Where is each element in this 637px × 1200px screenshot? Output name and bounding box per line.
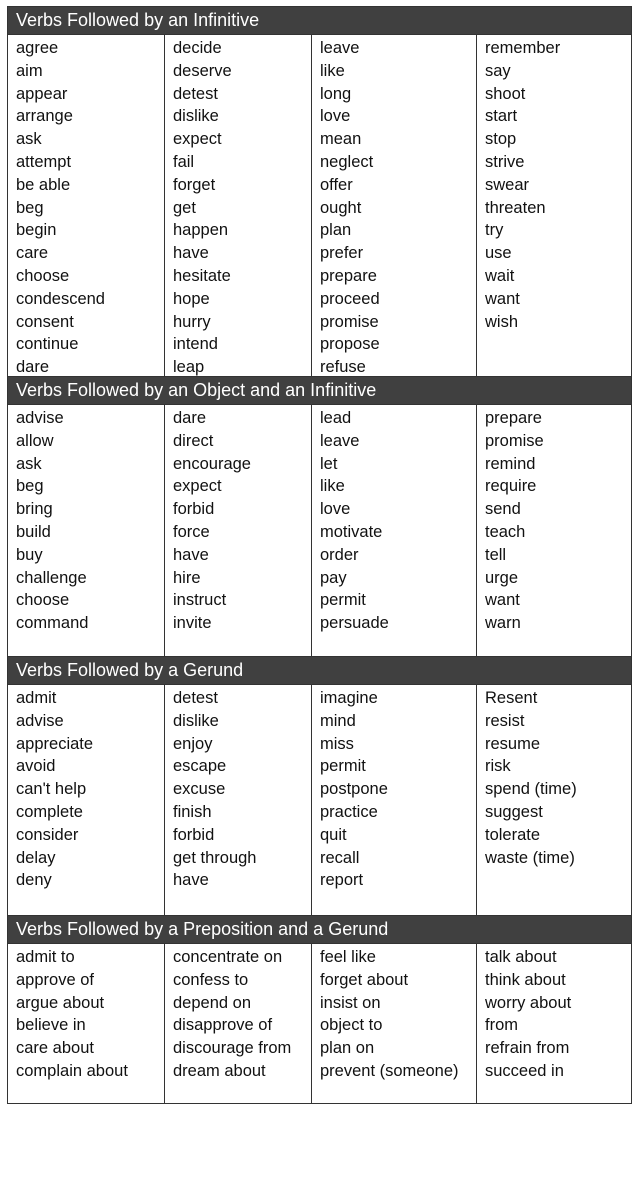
verb-item: admit bbox=[16, 689, 57, 707]
verb-item: appear bbox=[16, 84, 68, 103]
verb-item: offer bbox=[320, 175, 353, 194]
section-header-preposition-gerund: Verbs Followed by a Preposition and a Gerund bbox=[8, 915, 631, 943]
verb-item: miss bbox=[320, 734, 354, 753]
verb-item: tell bbox=[485, 545, 507, 564]
section-header-gerund: Verbs Followed by a Gerund bbox=[8, 656, 631, 684]
verb-item: dream about bbox=[173, 1061, 266, 1080]
verb-item: dare bbox=[16, 358, 50, 377]
verb-item: challenge bbox=[16, 568, 87, 587]
verb-column bbox=[8, 685, 164, 915]
verb-item: proceed bbox=[320, 289, 380, 308]
verb-item: succeed in bbox=[485, 1061, 564, 1080]
verb-item: worry about bbox=[485, 993, 572, 1012]
verb-item: be able bbox=[16, 175, 71, 194]
verb-item: pay bbox=[320, 568, 347, 587]
verb-item: fail bbox=[173, 152, 195, 171]
verb-item: Resent bbox=[485, 689, 538, 707]
verb-item: forget about bbox=[320, 970, 409, 989]
verb-item: leap bbox=[173, 358, 205, 377]
verb-item: let bbox=[320, 454, 338, 473]
verb-item: dare bbox=[173, 409, 207, 427]
verb-item: consent bbox=[16, 312, 74, 331]
verb-item: bring bbox=[16, 500, 53, 519]
verb-item: suggest bbox=[485, 802, 543, 821]
verb-item: from bbox=[485, 1016, 518, 1035]
verb-item: hire bbox=[173, 568, 201, 587]
verb-column bbox=[476, 944, 629, 1103]
verb-item: choose bbox=[16, 591, 70, 610]
verb-column bbox=[164, 944, 311, 1103]
verb-item: shoot bbox=[485, 84, 526, 103]
verb-column bbox=[311, 685, 476, 915]
verb-item: instruct bbox=[173, 591, 227, 610]
verb-item: plan on bbox=[320, 1039, 375, 1058]
verb-item: leave bbox=[320, 431, 360, 450]
verb-item: beg bbox=[16, 198, 44, 217]
verb-item: permit bbox=[320, 757, 366, 776]
verb-item: complain about bbox=[16, 1061, 128, 1080]
verb-table bbox=[7, 6, 632, 1104]
verb-item: approve of bbox=[16, 970, 94, 989]
verb-item: forbid bbox=[173, 500, 215, 519]
verb-item: want bbox=[485, 289, 520, 308]
verb-item: refuse bbox=[320, 358, 366, 377]
verb-item: allow bbox=[16, 431, 54, 450]
verb-item: argue about bbox=[16, 993, 105, 1012]
verb-item: arrange bbox=[16, 107, 73, 126]
verb-item: have bbox=[173, 871, 209, 890]
verb-item: confess to bbox=[173, 970, 249, 989]
verb-item: excuse bbox=[173, 780, 226, 799]
verb-item: promise bbox=[320, 312, 379, 331]
verb-item: decide bbox=[173, 39, 222, 57]
verb-column bbox=[8, 944, 164, 1103]
verb-item: get bbox=[173, 198, 196, 217]
section-body-gerund bbox=[8, 684, 631, 915]
verb-item: stop bbox=[485, 130, 517, 149]
verb-item: enjoy bbox=[173, 734, 213, 753]
verb-item: lead bbox=[320, 409, 352, 427]
verb-item: start bbox=[485, 107, 518, 126]
verb-item: warn bbox=[485, 614, 521, 633]
verb-item: imagine bbox=[320, 689, 378, 707]
section-body-object-infinitive bbox=[8, 404, 631, 656]
verb-item: escape bbox=[173, 757, 227, 776]
verb-item: mind bbox=[320, 711, 356, 730]
verb-item: choose bbox=[16, 266, 70, 285]
verb-item: report bbox=[320, 871, 364, 890]
verb-item: permit bbox=[320, 591, 366, 610]
verb-item: like bbox=[320, 477, 345, 496]
verb-item: love bbox=[320, 107, 351, 126]
verb-column bbox=[476, 405, 629, 656]
verb-item: long bbox=[320, 84, 352, 103]
verb-item: begin bbox=[16, 221, 57, 240]
verb-item: mean bbox=[320, 130, 362, 149]
verb-item: try bbox=[485, 221, 504, 240]
verb-item: intend bbox=[173, 335, 218, 354]
verb-item: have bbox=[173, 244, 209, 263]
verb-item: practice bbox=[320, 802, 378, 821]
verb-item: forget bbox=[173, 175, 216, 194]
verb-item: encourage bbox=[173, 454, 251, 473]
verb-item: force bbox=[173, 522, 210, 541]
verb-item: motivate bbox=[320, 522, 383, 541]
verb-item: deserve bbox=[173, 61, 232, 80]
section-header-infinitive: Verbs Followed by an Infinitive bbox=[8, 6, 631, 34]
verb-item: strive bbox=[485, 152, 525, 171]
verb-item: can't help bbox=[16, 780, 87, 799]
verb-item: remember bbox=[485, 39, 561, 57]
verb-column bbox=[164, 405, 311, 656]
verb-item: talk about bbox=[485, 948, 557, 966]
verb-item: continue bbox=[16, 335, 79, 354]
verb-item: command bbox=[16, 614, 89, 633]
verb-item: have bbox=[173, 545, 209, 564]
verb-item: prepare bbox=[485, 409, 542, 427]
verb-item: expect bbox=[173, 130, 222, 149]
verb-item: disapprove of bbox=[173, 1016, 273, 1035]
verb-column bbox=[476, 685, 629, 915]
verb-item: direct bbox=[173, 431, 214, 450]
verb-item: postpone bbox=[320, 780, 388, 799]
verb-column bbox=[164, 35, 311, 376]
verb-item: advise bbox=[16, 711, 64, 730]
verb-item: tolerate bbox=[485, 825, 541, 844]
verb-item: dislike bbox=[173, 711, 219, 730]
verb-item: aim bbox=[16, 61, 43, 80]
verb-column bbox=[8, 405, 164, 656]
verb-item: insist on bbox=[320, 993, 381, 1012]
verb-item: hope bbox=[173, 289, 210, 308]
verb-column bbox=[311, 35, 476, 376]
verb-item: attempt bbox=[16, 152, 72, 171]
verb-item: refrain from bbox=[485, 1039, 570, 1058]
verb-item: want bbox=[485, 591, 520, 610]
verb-item: propose bbox=[320, 335, 380, 354]
verb-item: hurry bbox=[173, 312, 211, 331]
verb-item: wait bbox=[485, 266, 515, 285]
section-body-infinitive bbox=[8, 34, 631, 376]
verb-item: dislike bbox=[173, 107, 219, 126]
verb-item: prevent (someone) bbox=[320, 1061, 459, 1080]
verb-item: build bbox=[16, 522, 51, 541]
verb-item: finish bbox=[173, 802, 212, 821]
verb-item: threaten bbox=[485, 198, 546, 217]
verb-item: consider bbox=[16, 825, 79, 844]
verb-item: feel like bbox=[320, 948, 376, 966]
verb-item: quit bbox=[320, 825, 347, 844]
verb-item: forbid bbox=[173, 825, 215, 844]
verb-item: prefer bbox=[320, 244, 364, 263]
verb-item: delay bbox=[16, 848, 56, 867]
verb-item: resist bbox=[485, 711, 525, 730]
verb-item: resume bbox=[485, 734, 541, 753]
verb-item: depend on bbox=[173, 993, 251, 1012]
verb-item: hesitate bbox=[173, 266, 231, 285]
verb-item: think about bbox=[485, 970, 566, 989]
verb-item: believe in bbox=[16, 1016, 86, 1035]
verb-item: complete bbox=[16, 802, 83, 821]
verb-item: promise bbox=[485, 431, 544, 450]
verb-item: get through bbox=[173, 848, 257, 867]
verb-item: plan bbox=[320, 221, 352, 240]
section-body-preposition-gerund bbox=[8, 943, 631, 1103]
verb-item: concentrate on bbox=[173, 948, 283, 966]
verb-column bbox=[8, 35, 164, 376]
verb-item: condescend bbox=[16, 289, 105, 308]
verb-item: order bbox=[320, 545, 359, 564]
verb-item: waste (time) bbox=[485, 848, 575, 867]
verb-item: admit to bbox=[16, 948, 75, 966]
verb-item: urge bbox=[485, 568, 519, 587]
verb-item: leave bbox=[320, 39, 360, 57]
verb-item: prepare bbox=[320, 266, 377, 285]
verb-item: ask bbox=[16, 130, 42, 149]
verb-item: ask bbox=[16, 454, 42, 473]
verb-item: use bbox=[485, 244, 512, 263]
verb-item: recall bbox=[320, 848, 360, 867]
verb-item: detest bbox=[173, 689, 218, 707]
verb-item: buy bbox=[16, 545, 43, 564]
verb-item: expect bbox=[173, 477, 222, 496]
verb-item: ought bbox=[320, 198, 362, 217]
verb-item: send bbox=[485, 500, 521, 519]
verb-item: advise bbox=[16, 409, 64, 427]
verb-item: remind bbox=[485, 454, 536, 473]
verb-item: teach bbox=[485, 522, 526, 541]
verb-item: require bbox=[485, 477, 537, 496]
verb-item: invite bbox=[173, 614, 212, 633]
section-header-object-infinitive: Verbs Followed by an Object and an Infinitive bbox=[8, 376, 631, 404]
verb-item: avoid bbox=[16, 757, 56, 776]
verb-column bbox=[164, 685, 311, 915]
verb-item: love bbox=[320, 500, 351, 519]
verb-item: deny bbox=[16, 871, 52, 890]
verb-item: persuade bbox=[320, 614, 389, 633]
verb-item: like bbox=[320, 61, 345, 80]
verb-item: detest bbox=[173, 84, 218, 103]
verb-item: care about bbox=[16, 1039, 94, 1058]
verb-item: wish bbox=[485, 312, 519, 331]
verb-item: agree bbox=[16, 39, 59, 57]
verb-column bbox=[311, 405, 476, 656]
verb-item: object to bbox=[320, 1016, 383, 1035]
verb-item: swear bbox=[485, 175, 530, 194]
verb-column bbox=[476, 35, 629, 376]
verb-item: neglect bbox=[320, 152, 374, 171]
verb-item: say bbox=[485, 61, 511, 80]
verb-item: happen bbox=[173, 221, 229, 240]
verb-item: beg bbox=[16, 477, 44, 496]
verb-item: care bbox=[16, 244, 49, 263]
verb-item: discourage from bbox=[173, 1039, 292, 1058]
verb-column bbox=[311, 944, 476, 1103]
verb-item: appreciate bbox=[16, 734, 94, 753]
verb-item: risk bbox=[485, 757, 511, 776]
verb-item: spend (time) bbox=[485, 780, 577, 799]
